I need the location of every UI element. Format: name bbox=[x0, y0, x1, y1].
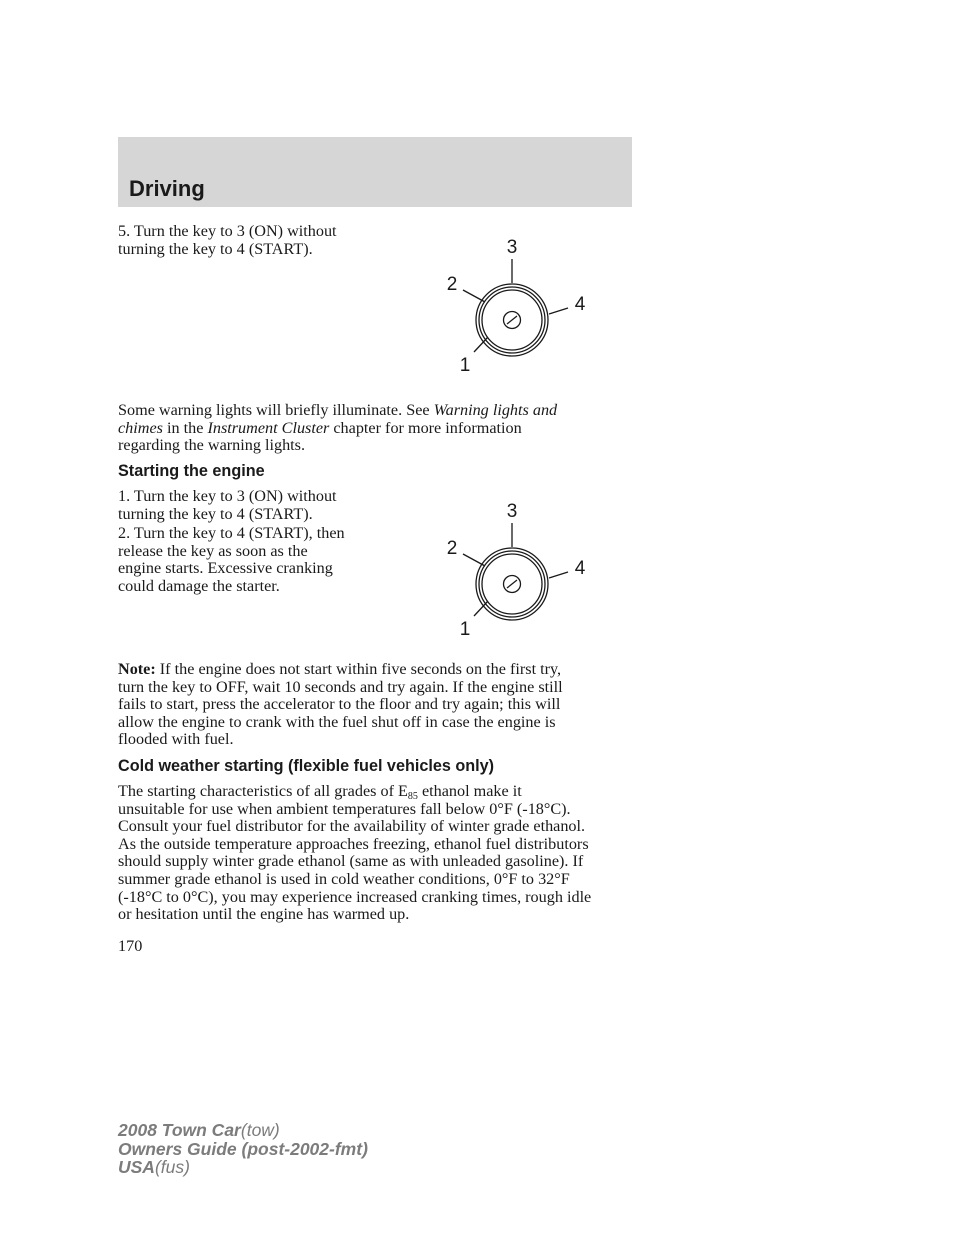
position-label-1: 1 bbox=[459, 619, 471, 640]
note-paragraph: Note: If the engine does not start within five seconds on the first try, turn the key to OFF, wait 10 seconds and try again. If the engine still fails to start, press the accelerator to the floor and try again; this will allow the engine to crank with the fuel shut off in case the engine is flooded with fuel. bbox=[118, 660, 563, 749]
cold-weather-heading: Cold weather starting (flexible fuel vehicles only) bbox=[118, 757, 494, 775]
warning-lights-reference: Warning lights and bbox=[433, 401, 558, 419]
position-label-4: 4 bbox=[574, 558, 586, 579]
step-5-text bbox=[118, 223, 337, 258]
position-label-4: 4 bbox=[574, 294, 586, 315]
page-number: 170 bbox=[118, 937, 143, 955]
step-5-line-2: turning the key to 4 (START). bbox=[118, 239, 313, 258]
position-label-3: 3 bbox=[506, 501, 518, 522]
starting-engine-heading: Starting the engine bbox=[118, 462, 265, 480]
warning-lights-paragraph bbox=[118, 402, 638, 455]
page-section-title: Driving bbox=[129, 176, 205, 201]
note-label: Note: bbox=[118, 660, 156, 678]
starting-step-1: 1. Turn the key to 3 (ON) without turning the key to 4 (START). bbox=[118, 487, 337, 523]
cold-weather-paragraph: The starting characteristics of all grades of $E_{85}$ ethanol make it unsuitable for use when ambient temperatures fall below 0°F (-18°C). Consult your fuel distributor for the availability of winter grade ethanol. As the outside temperature approaches freezing, ethanol fuel distributors should supply winter grade ethanol (same as with unleaded gasoline). If summer grade ethanol is used in cold weather conditions, 0°F to 32°F (-18°C to 0°C), you may experience increased cranking times, rough idle or hesitation until the engine has warmed up. bbox=[118, 782, 592, 924]
position-label-1: 1 bbox=[459, 355, 471, 376]
document-footer: 2008 Town Car(tow) Owners Guide (post-2002-fmt) USA(fus) bbox=[118, 1120, 368, 1177]
starting-step-2: 2. Turn the key to 4 (START), then release the key as soon as the engine starts. Excessive cranking could damage the starter. bbox=[118, 524, 345, 595]
position-label-2: 2 bbox=[446, 274, 458, 295]
warning-line-2: chimes in the Instrument Cluster chapter for more information bbox=[118, 418, 522, 437]
ignition-switch-diagram-2 bbox=[430, 492, 605, 644]
warning-line-1: Some warning lights will briefly illuminate. See Warning lights and bbox=[118, 401, 558, 419]
step-5-line-1: 5. Turn the key to 3 (ON) without bbox=[118, 222, 337, 240]
position-label-2: 2 bbox=[446, 538, 458, 559]
position-label-3: 3 bbox=[506, 237, 518, 258]
instrument-cluster-reference: Instrument Cluster bbox=[207, 418, 330, 437]
warning-line-3: regarding the warning lights. bbox=[118, 436, 306, 455]
ignition-switch-diagram-1 bbox=[430, 228, 605, 380]
